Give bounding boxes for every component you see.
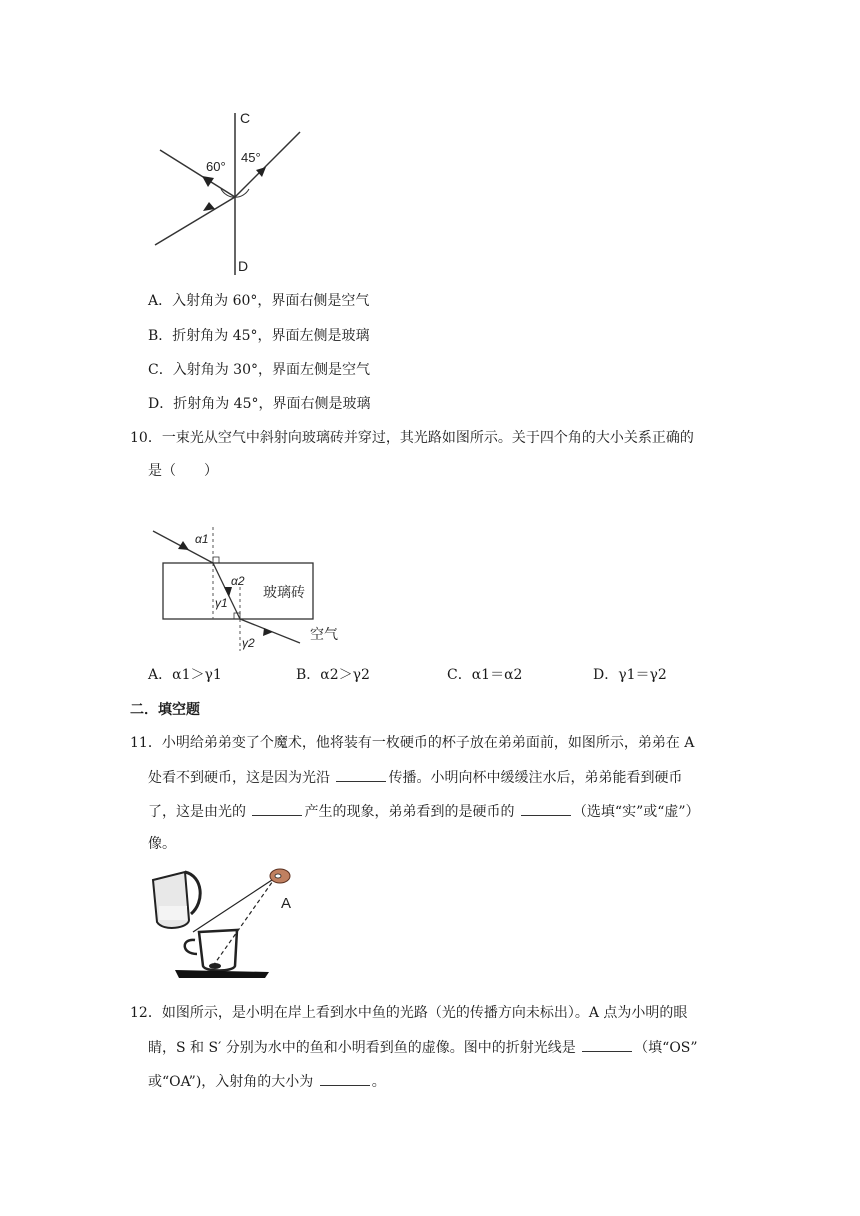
q10-option-a: A．α1＞γ1	[148, 667, 222, 683]
q9-option-b: B．折射角为 45°，界面左侧是玻璃	[148, 328, 370, 344]
q12-stem-line1: 12．如图所示，是小明在岸上看到水中鱼的光路（光的传播方向未标出）。A 点为小明的眼	[130, 1005, 688, 1021]
refraction-figure-cd	[140, 105, 320, 280]
q10-option-c: C．α1＝α2	[447, 667, 523, 683]
answer-blank-1[interactable]	[336, 767, 386, 782]
alpha1-label: α1	[195, 532, 209, 546]
q9-option-a: A．入射角为 60°，界面右侧是空气	[148, 293, 370, 309]
angle-right-label: 45°	[241, 150, 261, 165]
q11-stem-line4: 像。	[148, 836, 176, 852]
q11-stem-line2: 处看不到硬币，这是因为光沿 传播。小明向杯中缓缓注水后，弟弟能看到硬币	[148, 767, 682, 788]
air-label: 空气	[310, 626, 338, 642]
q11-stem-line3: 了，这是由光的 产生的现象，弟弟看到的是硬币的 （选填“实”或“虚”）	[148, 801, 700, 822]
q10-option-d: D．γ1＝γ2	[593, 667, 667, 683]
q10-stem-line1: 10．一束光从空气中斜射向玻璃砖并穿过，其光路如图所示。关于四个角的大小关系正确的	[130, 430, 694, 446]
q9-option-d: D．折射角为 45°，界面右侧是玻璃	[148, 396, 371, 412]
q11-stem-line1: 11．小明给弟弟变了个魔术，他将装有一枚硬币的杯子放在弟弟面前，如图所示，弟弟在 A	[130, 735, 695, 751]
cup-coin-figure	[145, 862, 305, 990]
answer-blank-2[interactable]	[252, 801, 302, 816]
gamma2-label: γ2	[242, 636, 255, 650]
label-c: C	[240, 110, 251, 126]
q9-option-c: C．入射角为 30°，界面左侧是空气	[148, 362, 370, 378]
gamma1-label: γ1	[215, 596, 228, 610]
q12-stem-line3: 或“OA”)，入射角的大小为 。	[148, 1071, 386, 1092]
answer-blank-3[interactable]	[521, 801, 571, 816]
q10-option-b: B．α2＞γ2	[296, 667, 370, 683]
label-d: D	[238, 258, 249, 274]
alpha2-label: α2	[231, 574, 245, 588]
point-a-label: A	[281, 895, 292, 912]
glass-block-figure	[145, 525, 365, 653]
q10-stem-line2: 是（ ）	[148, 463, 218, 479]
section-title: 二．填空题	[130, 702, 200, 718]
q12-stem-line2: 睛，S 和 S′ 分别为水中的鱼和小明看到鱼的虚像。图中的折射光线是 （填“OS”	[148, 1037, 698, 1058]
glass-label: 玻璃砖	[263, 584, 305, 600]
answer-blank-4[interactable]	[582, 1037, 632, 1052]
answer-blank-5[interactable]	[320, 1071, 370, 1086]
angle-left-label: 60°	[206, 159, 226, 174]
